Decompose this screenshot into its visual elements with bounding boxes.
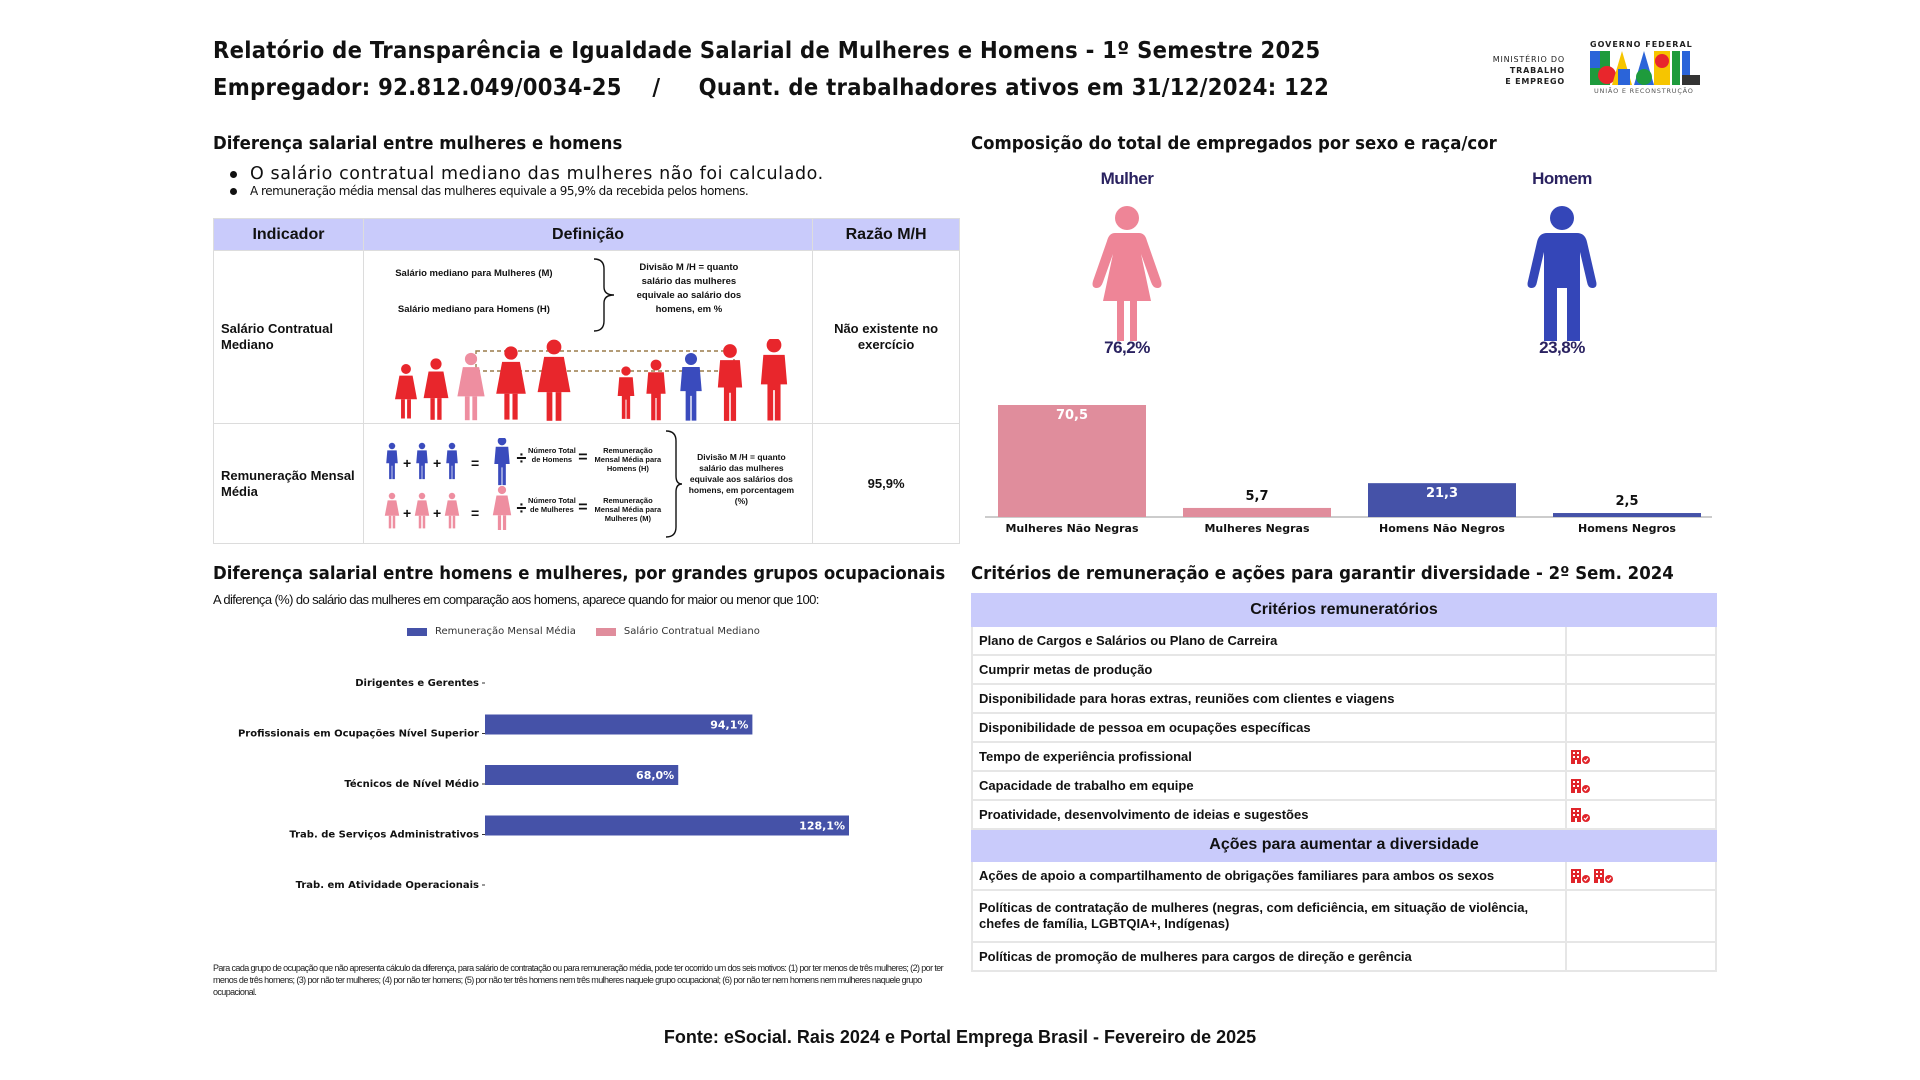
criteria-label: Cumprir metas de produção <box>972 655 1566 684</box>
summary-bullets <box>230 164 824 198</box>
criteria-row <box>972 771 1716 800</box>
criteria-status-cell <box>1566 713 1716 742</box>
criteria-status-cell <box>1566 861 1716 890</box>
legend-item <box>596 626 760 637</box>
report-title: Relatório de Transparência e Igualdade Salarial de Mulheres e Homens - 1º Semestre 2025 <box>213 38 1321 64</box>
brasil-logo-icon <box>1590 51 1700 85</box>
criteria-label: Capacidade de trabalho em equipe <box>972 771 1566 800</box>
bar-value-label: 68,0% <box>636 769 675 782</box>
plus-icon: + <box>402 455 412 471</box>
building-check-icon <box>1594 869 1614 883</box>
definition-avg-remuneration <box>363 424 812 544</box>
brace-icon <box>664 429 684 539</box>
people-median-illustration <box>384 339 804 421</box>
ministry-label <box>1493 54 1565 87</box>
criteria-row <box>972 684 1716 713</box>
indicator-avg-remuneration: Remuneração Mensal Média <box>214 424 364 544</box>
occupational-bar-chart <box>213 660 913 900</box>
plus-icon: + <box>432 455 442 471</box>
bar-value-label: 2,5 <box>1615 494 1639 510</box>
criteria-label: Proatividade, desenvolvimento de ideias e sugestões <box>972 800 1566 829</box>
ratio-median-salary: Não existente no exercício <box>813 251 960 424</box>
criteria-status-cell <box>1566 684 1716 713</box>
woman-small-icon <box>385 493 399 529</box>
woman-figure-2 <box>423 358 448 419</box>
criteria-row <box>972 800 1716 829</box>
rem-men-label: Remuneração Mensal Média para Homens (H) <box>594 446 662 473</box>
bar-homens-negros <box>1553 513 1701 517</box>
bullet-text: O salário contratual mediano das mulheres não foi calculado. <box>250 164 824 184</box>
criteria-status-cell <box>1566 626 1716 655</box>
legend-label: Remuneração Mensal Média <box>435 626 576 637</box>
criteria-status-cell <box>1566 655 1716 684</box>
indicator-median-salary: Salário Contratual Mediano <box>214 251 364 424</box>
woman-figure-1 <box>395 364 417 418</box>
category-label: Mulheres Não Negras <box>1005 522 1139 535</box>
man-figure-2 <box>646 360 665 421</box>
ministry-line1: MINISTÉRIO DO <box>1492 55 1565 64</box>
divide-icon: ÷ <box>516 498 527 518</box>
bar-remuneracao-media <box>485 816 849 836</box>
num-men-label: Número Total de Homens <box>528 446 576 464</box>
bar-value-label: 128,1% <box>799 819 845 833</box>
criteria-row <box>972 626 1716 655</box>
woman-total-icon <box>493 486 511 530</box>
def-men-line: Salário mediano para Homens (H) <box>397 304 550 315</box>
table-row <box>214 251 960 424</box>
col-header-ratio: Razão M/H <box>813 219 960 251</box>
man-figure-4 <box>718 344 742 421</box>
bullet-text: A remuneração média mensal das mulheres equivale a 95,9% da recebida pelos homens. <box>250 184 749 198</box>
bullet-dot-icon <box>230 188 237 195</box>
plus-icon: + <box>432 505 442 521</box>
bar-value-label: 70,5 <box>1055 408 1089 423</box>
criteria-label: Políticas de promoção de mulheres para cargos de direção e gerência <box>972 942 1566 971</box>
government-logo <box>1490 40 1715 102</box>
diversity-section-header-label: Ações para aumentar a diversidade <box>972 829 1716 861</box>
criteria-row <box>972 655 1716 684</box>
criteria-label: Ações de apoio a compartilhamento de obrigações familiares para ambos os sexos <box>972 861 1566 890</box>
legend-swatch-blue <box>407 628 427 636</box>
man-figure-5 <box>761 339 787 420</box>
people-average-illustration <box>382 438 527 530</box>
table-row <box>214 424 960 544</box>
criteria-status-cell <box>1566 890 1716 942</box>
criteria-status-cell <box>1566 742 1716 771</box>
equals-icon: = <box>578 449 588 466</box>
bar-mulheres-negras <box>1183 508 1331 517</box>
criteria-status-cell <box>1566 771 1716 800</box>
ministry-line3: E EMPREGO <box>1505 77 1565 86</box>
category-label: Homens Não Negros <box>1379 522 1505 535</box>
woman-small-icon <box>445 493 459 529</box>
col-header-definition: Definição <box>363 219 812 251</box>
category-label: Trab. em Atividade Operacionais <box>295 880 479 891</box>
category-label: Dirigentes e Gerentes <box>355 678 479 689</box>
diversity-section-header <box>972 829 1716 861</box>
man-figure-1 <box>618 366 635 419</box>
men-label: Homem <box>1532 169 1592 188</box>
composition-bar-chart <box>980 395 1720 545</box>
criteria-section-header <box>972 594 1716 626</box>
category-label: Técnicos de Nível Médio <box>344 779 479 790</box>
building-check-icon <box>1571 869 1591 883</box>
man-figure-median <box>680 353 701 421</box>
man-small-icon <box>416 443 428 479</box>
num-women-label: Número Total de Mulheres <box>528 496 576 514</box>
criteria-label: Disponibilidade para horas extras, reuniões com clientes e viagens <box>972 684 1566 713</box>
criteria-row <box>972 742 1716 771</box>
criteria-table <box>971 593 1717 972</box>
criteria-row <box>972 942 1716 971</box>
criteria-section-header-label: Critérios remuneratórios <box>972 594 1716 626</box>
divide-icon: ÷ <box>516 448 527 468</box>
man-small-icon <box>386 443 398 479</box>
criteria-row <box>972 713 1716 742</box>
bar-value-label: 94,1% <box>710 718 749 732</box>
composition-title: Composição do total de empregados por sexo e raça/cor <box>971 133 1497 154</box>
building-check-icon <box>1571 779 1591 793</box>
men-percent: 23,8% <box>1539 338 1585 357</box>
criteria-status-cell <box>1566 800 1716 829</box>
brace-icon <box>592 257 616 333</box>
ratio-avg-remuneration: 95,9% <box>813 424 960 544</box>
def-women-line: Salário mediano para Mulheres (M) <box>395 268 553 279</box>
category-label: Homens Negros <box>1578 522 1676 535</box>
occupational-title: Diferença salarial entre homens e mulheres, por grandes grupos ocupacionais <box>213 563 946 584</box>
criteria-label: Tempo de experiência profissional <box>972 742 1566 771</box>
bar-value-label: 21,3 <box>1425 486 1459 502</box>
equals-icon: = <box>578 499 588 516</box>
bullet-dot-icon <box>230 171 237 178</box>
bullet-item <box>230 164 824 184</box>
category-label: Mulheres Negras <box>1204 522 1310 535</box>
man-total-icon <box>494 438 509 485</box>
woman-figure-median <box>457 353 484 420</box>
man-small-icon <box>446 443 458 479</box>
woman-small-icon <box>415 493 429 529</box>
gov-federal-label: GOVERNO FEDERAL <box>1590 40 1693 49</box>
legend-item <box>407 626 576 637</box>
tagline: UNIÃO E RECONSTRUÇÃO <box>1594 87 1694 95</box>
bar-value-label: 5,7 <box>1245 488 1269 504</box>
def-explain-avg: Divisão M /H = quanto salário das mulheres equivale aos salários dos homens, em porcentagem (%) <box>688 452 795 506</box>
criteria-title: Critérios de remuneração e ações para garantir diversidade - 2º Sem. 2024 <box>971 563 1674 584</box>
plus-icon: + <box>402 505 412 521</box>
chart-legend <box>407 626 780 637</box>
ministry-line2: TRABALHO <box>1509 66 1565 75</box>
rem-women-label: Remuneração Mensal Média para Mulheres (M) <box>594 496 662 523</box>
women-label: Mulher <box>1100 169 1154 188</box>
women-percent: 76,2% <box>1104 338 1150 357</box>
criteria-row <box>972 861 1716 890</box>
legend-swatch-pink <box>596 628 616 636</box>
def-explain: Divisão M /H = quanto salário das mulheres equivale ao salário dos homens, em % <box>636 262 742 315</box>
footnote: Para cada grupo de ocupação que não apresenta cálculo da diferença, para salário de contratação ou para remuneração média, pode ter ocorrido um dos seis motivos: (1) por ter menos de três mulheres; (2) por ter menos de três homens; (3) por não ter mulheres; (4) por não ter homens; (5) por não ter três homens nem três mulheres naquele grupo ocupacional; (6) por não ter nem homens nem mulheres naquele grupo ocupacional. <box>213 963 944 997</box>
source-note: Fonte: eSocial. Rais 2024 e Portal Emprega Brasil - Fevereiro de 2025 <box>663 1027 1257 1047</box>
category-label: Trab. de Serviços Administrativos <box>289 829 479 841</box>
woman-figure-5 <box>537 340 570 421</box>
col-header-indicator: Indicador <box>214 219 364 251</box>
criteria-label: Políticas de contratação de mulheres (negras, com deficiência, em situação de violência, chefes de família, LGBTQIA+, Indígenas) <box>972 890 1566 942</box>
bullet-item <box>230 184 824 198</box>
salary-gap-title: Diferença salarial entre mulheres e homens <box>213 133 623 154</box>
legend-label: Salário Contratual Mediano <box>623 626 760 637</box>
building-check-icon <box>1571 750 1591 764</box>
equals-icon: = <box>470 455 480 471</box>
man-icon <box>1522 206 1602 341</box>
criteria-row <box>972 890 1716 942</box>
criteria-label: Disponibilidade de pessoa em ocupações específicas <box>972 713 1566 742</box>
employer-line: Empregador: 92.812.049/0034-25 / Quant. de trabalhadores ativos em 31/12/2024: 122 <box>213 75 1330 101</box>
occupational-subtitle: A diferença (%) do salário das mulheres em comparação aos homens, aparece quando for maior ou menor que 100: <box>213 592 819 607</box>
definition-median-salary <box>363 251 812 424</box>
indicator-table <box>213 218 960 544</box>
building-check-icon <box>1571 808 1591 822</box>
category-label: Profissionais em Ocupações Nível Superior <box>237 728 479 740</box>
equals-icon: = <box>470 505 480 521</box>
woman-figure-4 <box>496 346 526 419</box>
woman-icon <box>1087 206 1167 341</box>
criteria-label: Plano de Cargos e Salários ou Plano de Carreira <box>972 626 1566 655</box>
criteria-status-cell <box>1566 942 1716 971</box>
